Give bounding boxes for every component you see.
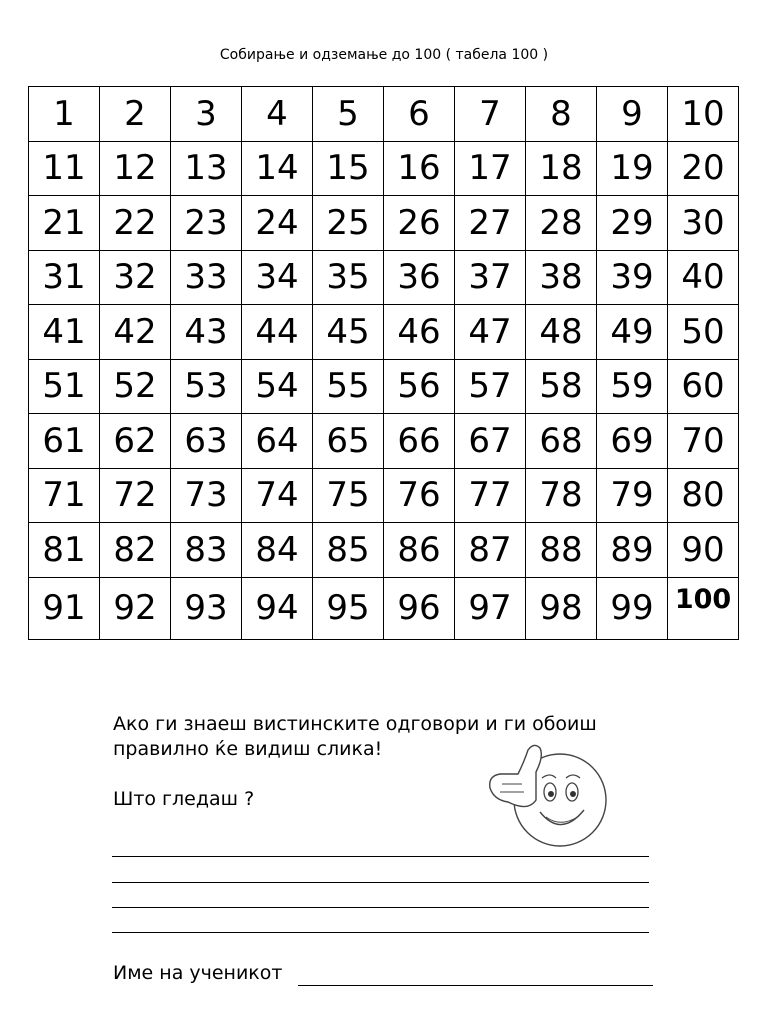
- number-cell[interactable]: 9: [597, 87, 668, 142]
- number-cell[interactable]: 28: [526, 196, 597, 251]
- number-cell[interactable]: 69: [597, 414, 668, 469]
- number-cell[interactable]: 42: [100, 305, 171, 360]
- chart-row: [29, 250, 739, 305]
- number-cell[interactable]: 27: [455, 196, 526, 251]
- number-cell[interactable]: 48: [526, 305, 597, 360]
- number-cell[interactable]: 21: [29, 196, 100, 251]
- number-cell[interactable]: 13: [171, 141, 242, 196]
- number-cell[interactable]: 87: [455, 523, 526, 578]
- number-cell[interactable]: 71: [29, 468, 100, 523]
- number-cell[interactable]: 1: [29, 87, 100, 142]
- answer-line-4[interactable]: [112, 932, 649, 933]
- number-cell[interactable]: 90: [668, 523, 739, 578]
- number-cell[interactable]: 39: [597, 250, 668, 305]
- number-cell[interactable]: 84: [242, 523, 313, 578]
- number-cell[interactable]: 8: [526, 87, 597, 142]
- chart-row: [29, 305, 739, 360]
- number-cell[interactable]: 73: [171, 468, 242, 523]
- number-cell[interactable]: 15: [313, 141, 384, 196]
- number-cell[interactable]: 70: [668, 414, 739, 469]
- number-cell[interactable]: 53: [171, 359, 242, 414]
- number-cell[interactable]: 24: [242, 196, 313, 251]
- number-cell[interactable]: 75: [313, 468, 384, 523]
- number-cell[interactable]: 97: [455, 577, 526, 640]
- number-cell[interactable]: 40: [668, 250, 739, 305]
- number-cell[interactable]: 33: [171, 250, 242, 305]
- number-cell[interactable]: 18: [526, 141, 597, 196]
- number-cell[interactable]: 98: [526, 577, 597, 640]
- number-cell[interactable]: 7: [455, 87, 526, 142]
- number-cell[interactable]: 19: [597, 141, 668, 196]
- number-cell[interactable]: 44: [242, 305, 313, 360]
- number-cell[interactable]: 45: [313, 305, 384, 360]
- number-cell[interactable]: 51: [29, 359, 100, 414]
- thumbs-up-smiley-icon: [484, 740, 612, 850]
- worksheet-title: Собирање и одземање до 100 ( табела 100 ): [219, 47, 549, 63]
- number-cell[interactable]: 32: [100, 250, 171, 305]
- number-cell[interactable]: 30: [668, 196, 739, 251]
- number-cell[interactable]: 3: [171, 87, 242, 142]
- chart-row: [29, 196, 739, 251]
- number-cell[interactable]: 85: [313, 523, 384, 578]
- number-cell[interactable]: 36: [384, 250, 455, 305]
- chart-row: [29, 468, 739, 523]
- number-cell[interactable]: 92: [100, 577, 171, 640]
- number-cell[interactable]: 47: [455, 305, 526, 360]
- number-cell[interactable]: 43: [171, 305, 242, 360]
- number-cell[interactable]: 60: [668, 359, 739, 414]
- chart-row: [29, 577, 739, 640]
- number-cell[interactable]: 37: [455, 250, 526, 305]
- number-cell[interactable]: 77: [455, 468, 526, 523]
- number-cell[interactable]: 99: [597, 577, 668, 640]
- number-cell[interactable]: 62: [100, 414, 171, 469]
- number-cell[interactable]: 4: [242, 87, 313, 142]
- number-cell[interactable]: 56: [384, 359, 455, 414]
- number-cell[interactable]: 49: [597, 305, 668, 360]
- number-cell[interactable]: 34: [242, 250, 313, 305]
- number-cell[interactable]: 20: [668, 141, 739, 196]
- number-cell[interactable]: 66: [384, 414, 455, 469]
- number-cell[interactable]: 64: [242, 414, 313, 469]
- number-cell[interactable]: 83: [171, 523, 242, 578]
- number-cell[interactable]: 68: [526, 414, 597, 469]
- number-cell[interactable]: 81: [29, 523, 100, 578]
- number-cell[interactable]: 86: [384, 523, 455, 578]
- number-cell[interactable]: 95: [313, 577, 384, 640]
- chart-row: [29, 87, 739, 142]
- student-name-label: Име на ученикот: [113, 962, 283, 984]
- number-cell[interactable]: 35: [313, 250, 384, 305]
- number-cell[interactable]: 46: [384, 305, 455, 360]
- instructions-line-2: правилно ќе видиш слика!: [113, 738, 383, 760]
- number-cell[interactable]: 29: [597, 196, 668, 251]
- number-cell[interactable]: 72: [100, 468, 171, 523]
- number-cell[interactable]: 58: [526, 359, 597, 414]
- number-cell[interactable]: 23: [171, 196, 242, 251]
- number-cell[interactable]: 25: [313, 196, 384, 251]
- number-cell[interactable]: 10: [668, 87, 739, 142]
- number-cell[interactable]: 31: [29, 250, 100, 305]
- number-cell[interactable]: 78: [526, 468, 597, 523]
- answer-line-3[interactable]: [112, 907, 649, 908]
- number-cell[interactable]: 38: [526, 250, 597, 305]
- number-cell[interactable]: 6: [384, 87, 455, 142]
- number-cell[interactable]: 52: [100, 359, 171, 414]
- number-cell[interactable]: 89: [597, 523, 668, 578]
- answer-line-2[interactable]: [112, 882, 649, 883]
- question-text: Што гледаш ?: [113, 788, 255, 810]
- number-cell[interactable]: 26: [384, 196, 455, 251]
- chart-row: [29, 523, 739, 578]
- number-cell[interactable]: 94: [242, 577, 313, 640]
- number-cell[interactable]: 12: [100, 141, 171, 196]
- instructions-line-1: Ако ги знаеш вистинските одговори и ги обоиш: [113, 713, 597, 735]
- number-cell[interactable]: 93: [171, 577, 242, 640]
- number-cell[interactable]: 61: [29, 414, 100, 469]
- answer-line-1[interactable]: [112, 856, 649, 857]
- chart-row: [29, 141, 739, 196]
- number-cell[interactable]: 50: [668, 305, 739, 360]
- number-cell[interactable]: 79: [597, 468, 668, 523]
- number-cell[interactable]: 5: [313, 87, 384, 142]
- number-cell[interactable]: 82: [100, 523, 171, 578]
- number-cell[interactable]: 80: [668, 468, 739, 523]
- number-cell[interactable]: 91: [29, 577, 100, 640]
- number-cell[interactable]: 76: [384, 468, 455, 523]
- number-cell[interactable]: 2: [100, 87, 171, 142]
- number-cell[interactable]: 96: [384, 577, 455, 640]
- number-cell[interactable]: 55: [313, 359, 384, 414]
- number-cell[interactable]: 11: [29, 141, 100, 196]
- chart-row: [29, 359, 739, 414]
- number-cell[interactable]: 74: [242, 468, 313, 523]
- number-cell[interactable]: 41: [29, 305, 100, 360]
- student-name-field[interactable]: [298, 985, 653, 986]
- number-cell[interactable]: 14: [242, 141, 313, 196]
- number-cell[interactable]: 59: [597, 359, 668, 414]
- number-cell[interactable]: 17: [455, 141, 526, 196]
- number-cell[interactable]: 100: [668, 577, 739, 640]
- number-cell[interactable]: 67: [455, 414, 526, 469]
- hundred-chart: [28, 86, 739, 640]
- number-cell[interactable]: 16: [384, 141, 455, 196]
- number-cell[interactable]: 22: [100, 196, 171, 251]
- chart-row: [29, 414, 739, 469]
- number-cell[interactable]: 88: [526, 523, 597, 578]
- number-cell[interactable]: 57: [455, 359, 526, 414]
- number-cell[interactable]: 63: [171, 414, 242, 469]
- number-cell[interactable]: 54: [242, 359, 313, 414]
- number-cell[interactable]: 65: [313, 414, 384, 469]
